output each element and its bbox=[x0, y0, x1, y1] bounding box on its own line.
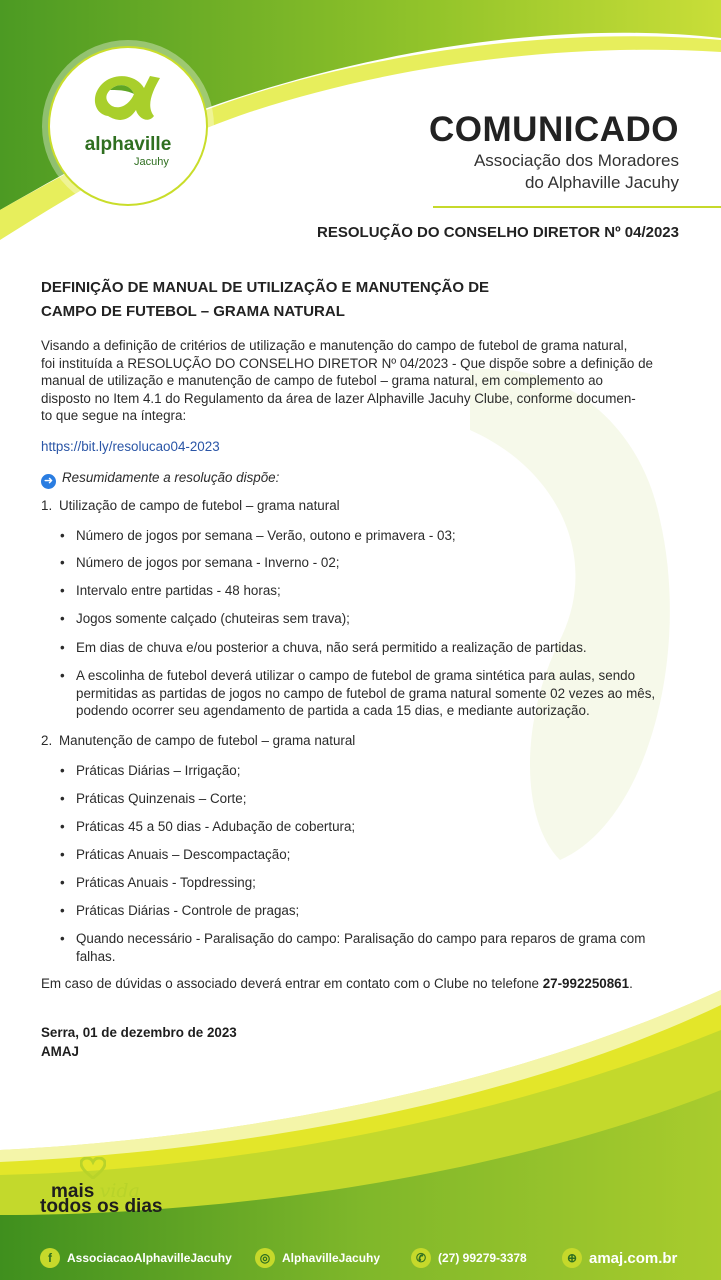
list-item: • Práticas Anuais - Topdressing; bbox=[60, 875, 256, 890]
list-item: • A escolinha de futebol deverá utilizar o campo de futebol de grama sintética para aulas, sendo permitidas as partidas de jogos no campo de futebol de grama natural somente 02 vezes ao mês, podendo ocorrer seu agendamento de partida a cada 15 dias, e mediante autorização. bbox=[60, 668, 656, 719]
section-1-title bbox=[41, 498, 340, 513]
list-item: • Intervalo entre partidas - 48 horas; bbox=[60, 583, 281, 598]
contact-phone[interactable]: 27-992250861 bbox=[542, 976, 630, 991]
intro-line: Visando a definição de critérios de utilização e manutenção do campo de futebol de grama natural, bbox=[41, 338, 628, 353]
logo-subtitle: Jacuhy bbox=[134, 156, 169, 168]
intro-line: manual de utilização e manutenção de campo de futebol – grama natural, em complemento ao bbox=[41, 373, 604, 389]
list-item: • Quando necessário - Paralisação do campo: Paralisação do campo para reparos de grama com falhas. bbox=[60, 931, 646, 964]
facebook-icon: f bbox=[40, 1248, 60, 1268]
list-item: • Práticas Diárias - Controle de pragas; bbox=[60, 903, 300, 918]
logo-name: alphaville bbox=[84, 134, 172, 155]
list-item: • Práticas Anuais – Descompactação; bbox=[60, 847, 291, 862]
list-item: • Jogos somente calçado (chuteiras sem trava); bbox=[60, 611, 350, 626]
website-link[interactable]: ⊕ amaj.com.br bbox=[562, 1248, 677, 1268]
summary-line bbox=[41, 470, 279, 489]
globe-icon: ⊕ bbox=[562, 1248, 582, 1268]
alphaville-logo bbox=[48, 46, 208, 206]
list-item: • Práticas Diárias – Irrigação; bbox=[60, 763, 241, 778]
section-number: 2. bbox=[41, 733, 53, 748]
place-date: Serra, 01 de dezembro de 2023 bbox=[41, 1025, 237, 1040]
instagram-link[interactable]: ◎ AlphavilleJacuhy bbox=[255, 1248, 380, 1268]
instagram-icon: ◎ bbox=[255, 1248, 275, 1268]
contact-text: Em caso de dúvidas o associado deverá entrar em contato com o Clube no telefone bbox=[41, 976, 543, 991]
section-number: 1. bbox=[41, 498, 53, 513]
section-title: Utilização de campo de futebol – grama natural bbox=[59, 498, 340, 513]
alpha-logo-icon bbox=[88, 66, 168, 130]
intro-paragraph bbox=[41, 337, 681, 425]
section-title: Manutenção de campo de futebol – grama natural bbox=[59, 733, 356, 748]
summary-text: Resumidamente a resolução dispõe: bbox=[62, 470, 280, 485]
resolution-link[interactable]: https://bit.ly/resolucao04-2023 bbox=[41, 439, 220, 454]
heading-line2: CAMPO DE FUTEBOL – GRAMA NATURAL bbox=[41, 303, 345, 320]
contact-line: Em caso de dúvidas o associado deverá entrar em contato com o Clube no telefone 27-992250861. bbox=[41, 976, 633, 991]
page-title: COMUNICADO bbox=[429, 110, 679, 149]
section-2-title bbox=[41, 733, 355, 748]
heart-icon bbox=[80, 1157, 106, 1179]
document-heading bbox=[41, 276, 561, 324]
list-item: • Número de jogos por semana – Verão, outono e primavera - 03; bbox=[60, 528, 456, 543]
header-divider bbox=[433, 206, 721, 208]
slogan-line2: todos os dias bbox=[40, 1196, 163, 1217]
signature: AMAJ bbox=[41, 1044, 79, 1059]
association-name-line1: Associação dos Moradores bbox=[473, 151, 679, 170]
slogan-line1: mais vida bbox=[51, 1180, 140, 1202]
intro-line: foi instituída a RESOLUÇÃO DO CONSELHO DIRETOR Nº 04/2023 - Que dispõe sobre a definição de bbox=[41, 355, 653, 371]
list-item: • Em dias de chuva e/ou posterior a chuva, não será permitido a realização de partidas. bbox=[60, 640, 587, 655]
whatsapp-icon: ✆ bbox=[411, 1248, 431, 1268]
slogan-vida: vida bbox=[99, 1180, 140, 1202]
whatsapp-link[interactable]: ✆ (27) 99279-3378 bbox=[411, 1248, 527, 1268]
arrow-right-circle-icon: ➜ bbox=[41, 474, 56, 489]
association-name-line2: do Alphaville Jacuhy bbox=[524, 173, 679, 192]
facebook-link[interactable]: f AssociacaoAlphavilleJacuhy bbox=[40, 1248, 232, 1268]
resolution-number: RESOLUÇÃO DO CONSELHO DIRETOR Nº 04/2023 bbox=[317, 224, 679, 241]
intro-line: to que segue na íntegra: bbox=[41, 408, 187, 424]
list-item: • Número de jogos por semana - Inverno - 02; bbox=[60, 555, 340, 570]
list-item: • Práticas Quinzenais – Corte; bbox=[60, 791, 247, 806]
intro-line: disposto no Item 4.1 do Regulamento da área de lazer Alphaville Jacuhy Clube, conforme documen- bbox=[41, 390, 636, 406]
heading-line1: DEFINIÇÃO DE MANUAL DE UTILIZAÇÃO E MANUTENÇÃO DE bbox=[41, 279, 490, 296]
list-item: • Práticas 45 a 50 dias - Adubação de cobertura; bbox=[60, 819, 356, 834]
